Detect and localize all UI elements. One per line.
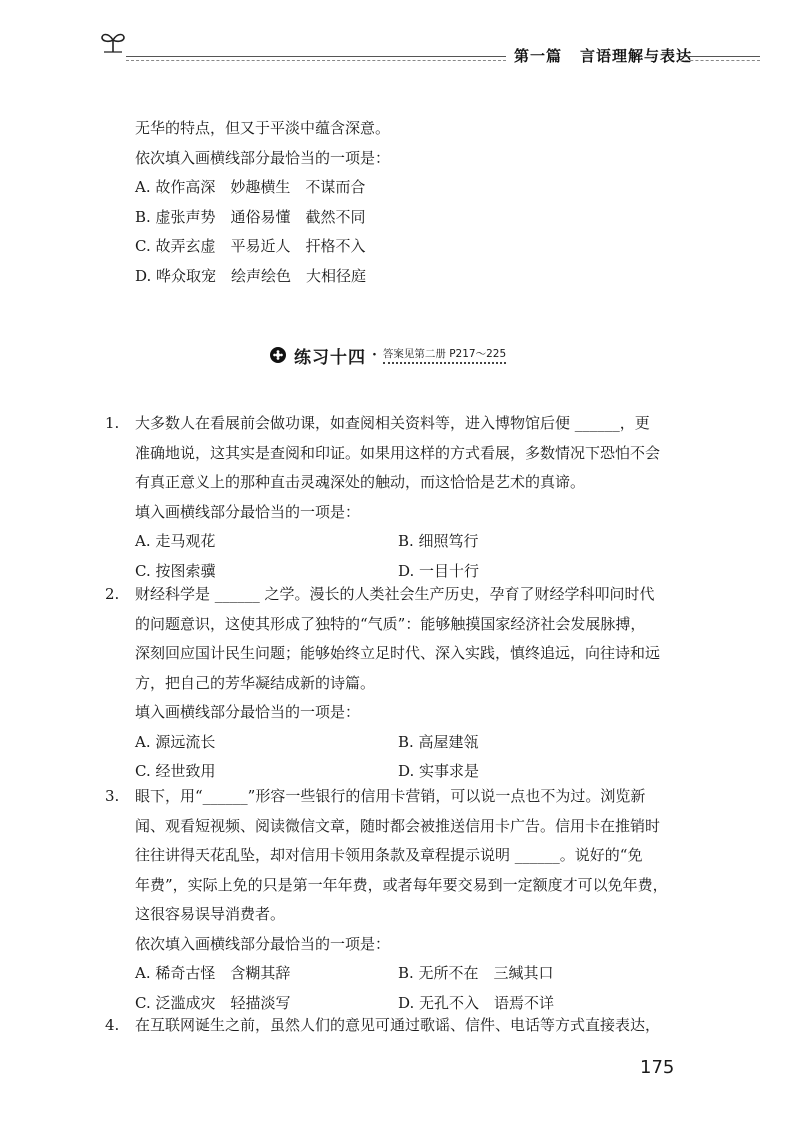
option-line: B. 虚张声势 通俗易懂 截然不同 <box>135 207 366 226</box>
header-part: 第一篇 <box>514 47 563 65</box>
question-number: 1. <box>105 414 120 432</box>
options-grid <box>135 728 695 787</box>
continuation-instruction: 依次填入画横线部分最恰当的一项是： <box>135 148 391 167</box>
option-d: D. 无孔不入 语焉不详 <box>398 993 555 1012</box>
option-d: D. 一目十行 <box>398 561 480 580</box>
question-line: 的问题意识，这使其形成了独特的“气质”：能够触摸国家经济社会发展脉搏， <box>135 614 646 633</box>
option-b: B. 高屋建瓴 <box>398 732 479 751</box>
question-line: 闻、观看短视频、阅读微信文章，随时都会被推送信用卡广告。信用卡在推销时 <box>135 816 661 835</box>
option-line: D. 哗众取宠 绘声绘色 大相径庭 <box>135 266 367 285</box>
option-c: C. 按图索骥 <box>135 561 216 580</box>
option-c: C. 泛滥成灾 轻描淡写 <box>135 993 291 1012</box>
option-a: A. 稀奇古怪 含糊其辞 <box>135 964 291 982</box>
question-line: 财经科学是 ______ 之学。漫长的人类社会生产历史，孕育了财经学科叩问时代 <box>135 585 655 603</box>
question-line: 眼下，用“______”形容一些银行的信用卡营销，可以说一点也不为过。浏览新 <box>135 787 646 805</box>
option-a: A. 源远流长 <box>135 732 216 751</box>
header-rule-left <box>126 56 506 57</box>
option-d: D. 实事求是 <box>398 762 480 780</box>
options-grid <box>135 527 695 586</box>
question-number: 4. <box>105 1016 120 1034</box>
option-b: B. 无所不在 三缄其口 <box>398 964 554 982</box>
separator-dot: · <box>372 347 377 363</box>
option-line: C. 故弄玄虚 平易近人 扞格不入 <box>135 237 366 255</box>
option-a: A. 走马观花 <box>135 532 216 550</box>
question-2 <box>105 580 695 787</box>
question-1 <box>105 409 695 586</box>
continuation-line: 无华的特点，但又于平淡中蕴含深意。 <box>135 119 391 137</box>
section-heading <box>270 340 570 370</box>
question-line: 方，把自己的芳华凝结成新的诗篇。 <box>135 673 376 692</box>
question-line: 在互联网诞生之前，虽然人们的意见可通过歌谣、信件、电话等方式直接表达， <box>135 1016 661 1034</box>
previous-question-continuation <box>135 114 695 291</box>
header-title <box>514 45 692 66</box>
page-number: 175 <box>640 1057 675 1078</box>
question-number: 2. <box>105 585 120 603</box>
question-line: 年费”，实际上免的只是第一年年费，或者每年要交易到一定额度才可以免年费， <box>135 875 668 894</box>
header-chapter: 言语理解与表达 <box>580 47 693 65</box>
sprout-icon <box>100 30 126 54</box>
flower-icon <box>270 347 286 363</box>
answer-reference: 答案见第二册 P217～225 <box>383 346 506 364</box>
question-instruction: 填入画横线部分最恰当的一项是： <box>135 703 361 721</box>
page-header <box>96 28 760 78</box>
options-grid <box>135 959 695 1018</box>
question-instruction: 依次填入画横线部分最恰当的一项是： <box>135 934 391 953</box>
question-line: 深刻回应国计民生问题；能够始终立足时代、深入实践，慎终追远，向往诗和远 <box>135 644 661 662</box>
section-title: 练习十四 <box>294 347 366 368</box>
question-line: 准确地说，这其实是查阅和印证。如果用这样的方式看展，多数情况下恐怕不会 <box>135 443 661 462</box>
question-3 <box>105 782 695 1018</box>
option-line: A. 故作高深 妙趣横生 不谋而合 <box>135 178 366 196</box>
question-number: 3. <box>105 787 120 805</box>
question-line: 往往讲得天花乱坠，却对信用卡领用条款及章程提示说明 ______。说好的“免 <box>135 846 643 864</box>
option-b: B. 细照笃行 <box>398 532 479 550</box>
question-line: 大多数人在看展前会做功课，如查阅相关资料等，进入博物馆后便 ______，更 <box>135 414 650 432</box>
question-instruction: 填入画横线部分最恰当的一项是： <box>135 502 361 521</box>
question-line: 这很容易误导消费者。 <box>135 905 286 923</box>
question-line: 有真正意义上的那种直击灵魂深处的触动，而这恰恰是艺术的真谛。 <box>135 473 586 491</box>
option-c: C. 经世致用 <box>135 762 216 780</box>
header-rule-right <box>680 56 760 57</box>
question-4 <box>105 1011 695 1041</box>
